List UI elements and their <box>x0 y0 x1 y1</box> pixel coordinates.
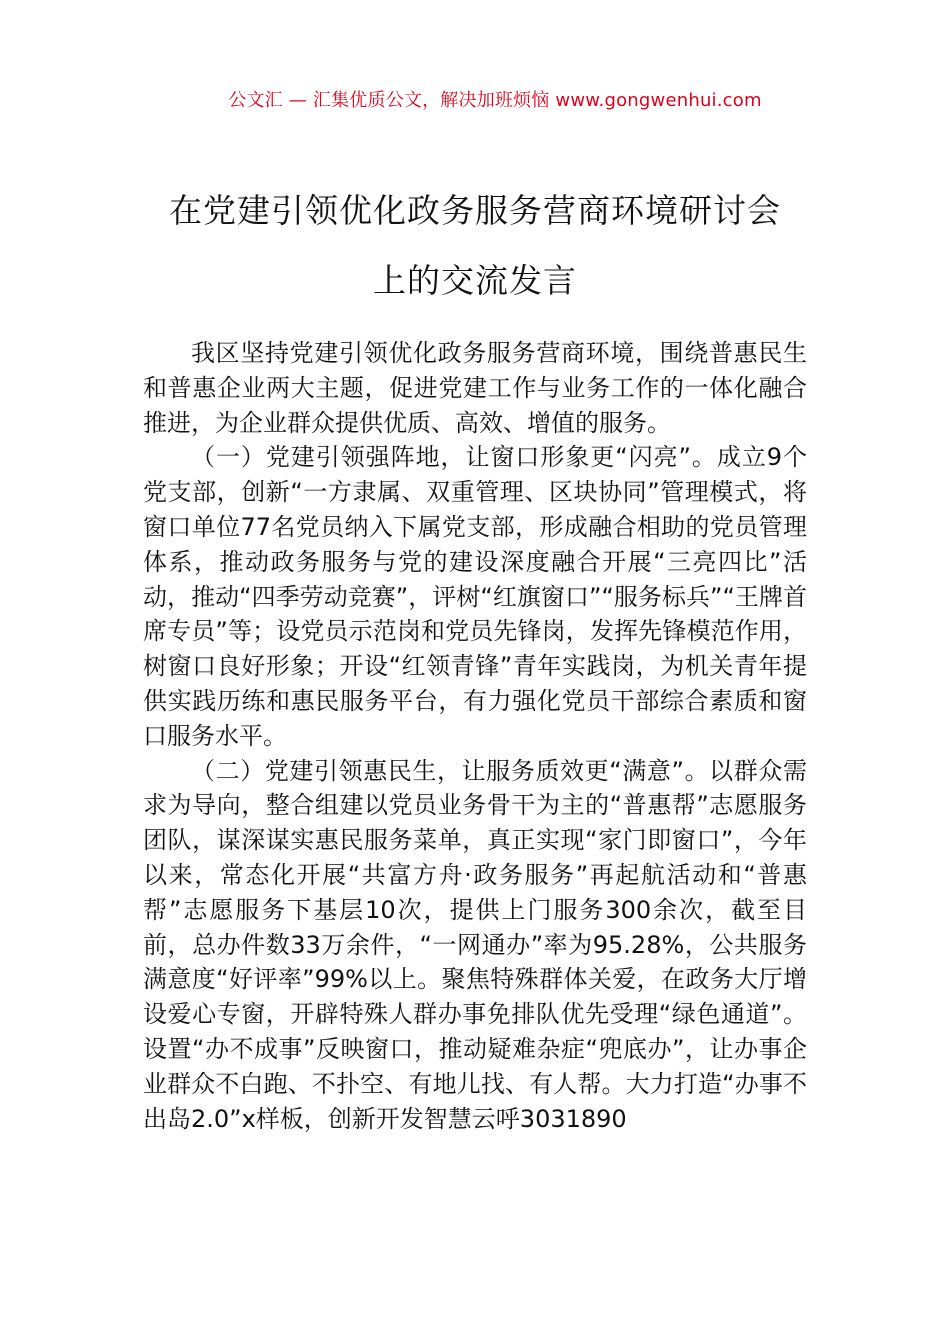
document-body <box>143 336 807 1136</box>
site-banner: 公文汇 — 汇集优质公文，解决加班烦恼 www.gongwenhui.com <box>228 90 762 111</box>
title-line-1: 在党建引领优化政务服务营商环境研讨会 <box>169 191 781 230</box>
paragraph-intro: 我区坚持党建引领优化政务服务营商环境，围绕普惠民生和普惠企业两大主题，促进党建工作与业务工作的一体化融合推进，为企业群众提供优质、高效、增值的服务。 <box>143 339 807 437</box>
paragraph-section-2: （二）党建引领惠民生，让服务质效更“满意”。以群众需求为导向，整合组建以党员业务骨干为主的“普惠帮”志愿服务团队，谋深谋实惠民服务菜单，真正实现“家门即窗口”，今年以来，常态化开展“共富方舟·政务服务”再起航活动和“普惠帮”志愿服务下基层10次，提供上门服务300余次，截至目前，总办件数33万余件，“一网通办”率为95.28%，公共服务满意度“好评率”99%以上。聚焦特殊群体关爱，在政务大厅增设爱心专窗，开辟特殊人群办事免排队优先受理“绿色通道”。设置“办不成事”反映窗口，推动疑难杂症“兜底办”，让办事企业群众不白跑、不扑空、有地儿找、有人帮。大力打造“办事不出岛2.0”x样板，创新开发智慧云呼3031890 <box>143 756 807 1133</box>
title-line-2: 上的交流发言 <box>373 261 577 300</box>
paragraph-section-1: （一）党建引领强阵地，让窗口形象更“闪亮”。成立9个党支部，创新“一方隶属、双重管理、区块协同”管理模式，将窗口单位77名党员纳入下属党支部，形成融合相助的党员管理体系，推动政务服务与党的建设深度融合开展“三亮四比”活动，推动“四季劳动竞赛”，评树“红旗窗口”“服务标兵”“王牌首席专员”等；设党员示范岗和党员先锋岗，发挥先锋模范作用，树窗口良好形象；开设“红领青锋”青年实践岗，为机关青年提供实践历练和惠民服务平台，有力强化党员干部综合素质和窗口服务水平。 <box>143 443 807 750</box>
document-title <box>140 176 810 316</box>
